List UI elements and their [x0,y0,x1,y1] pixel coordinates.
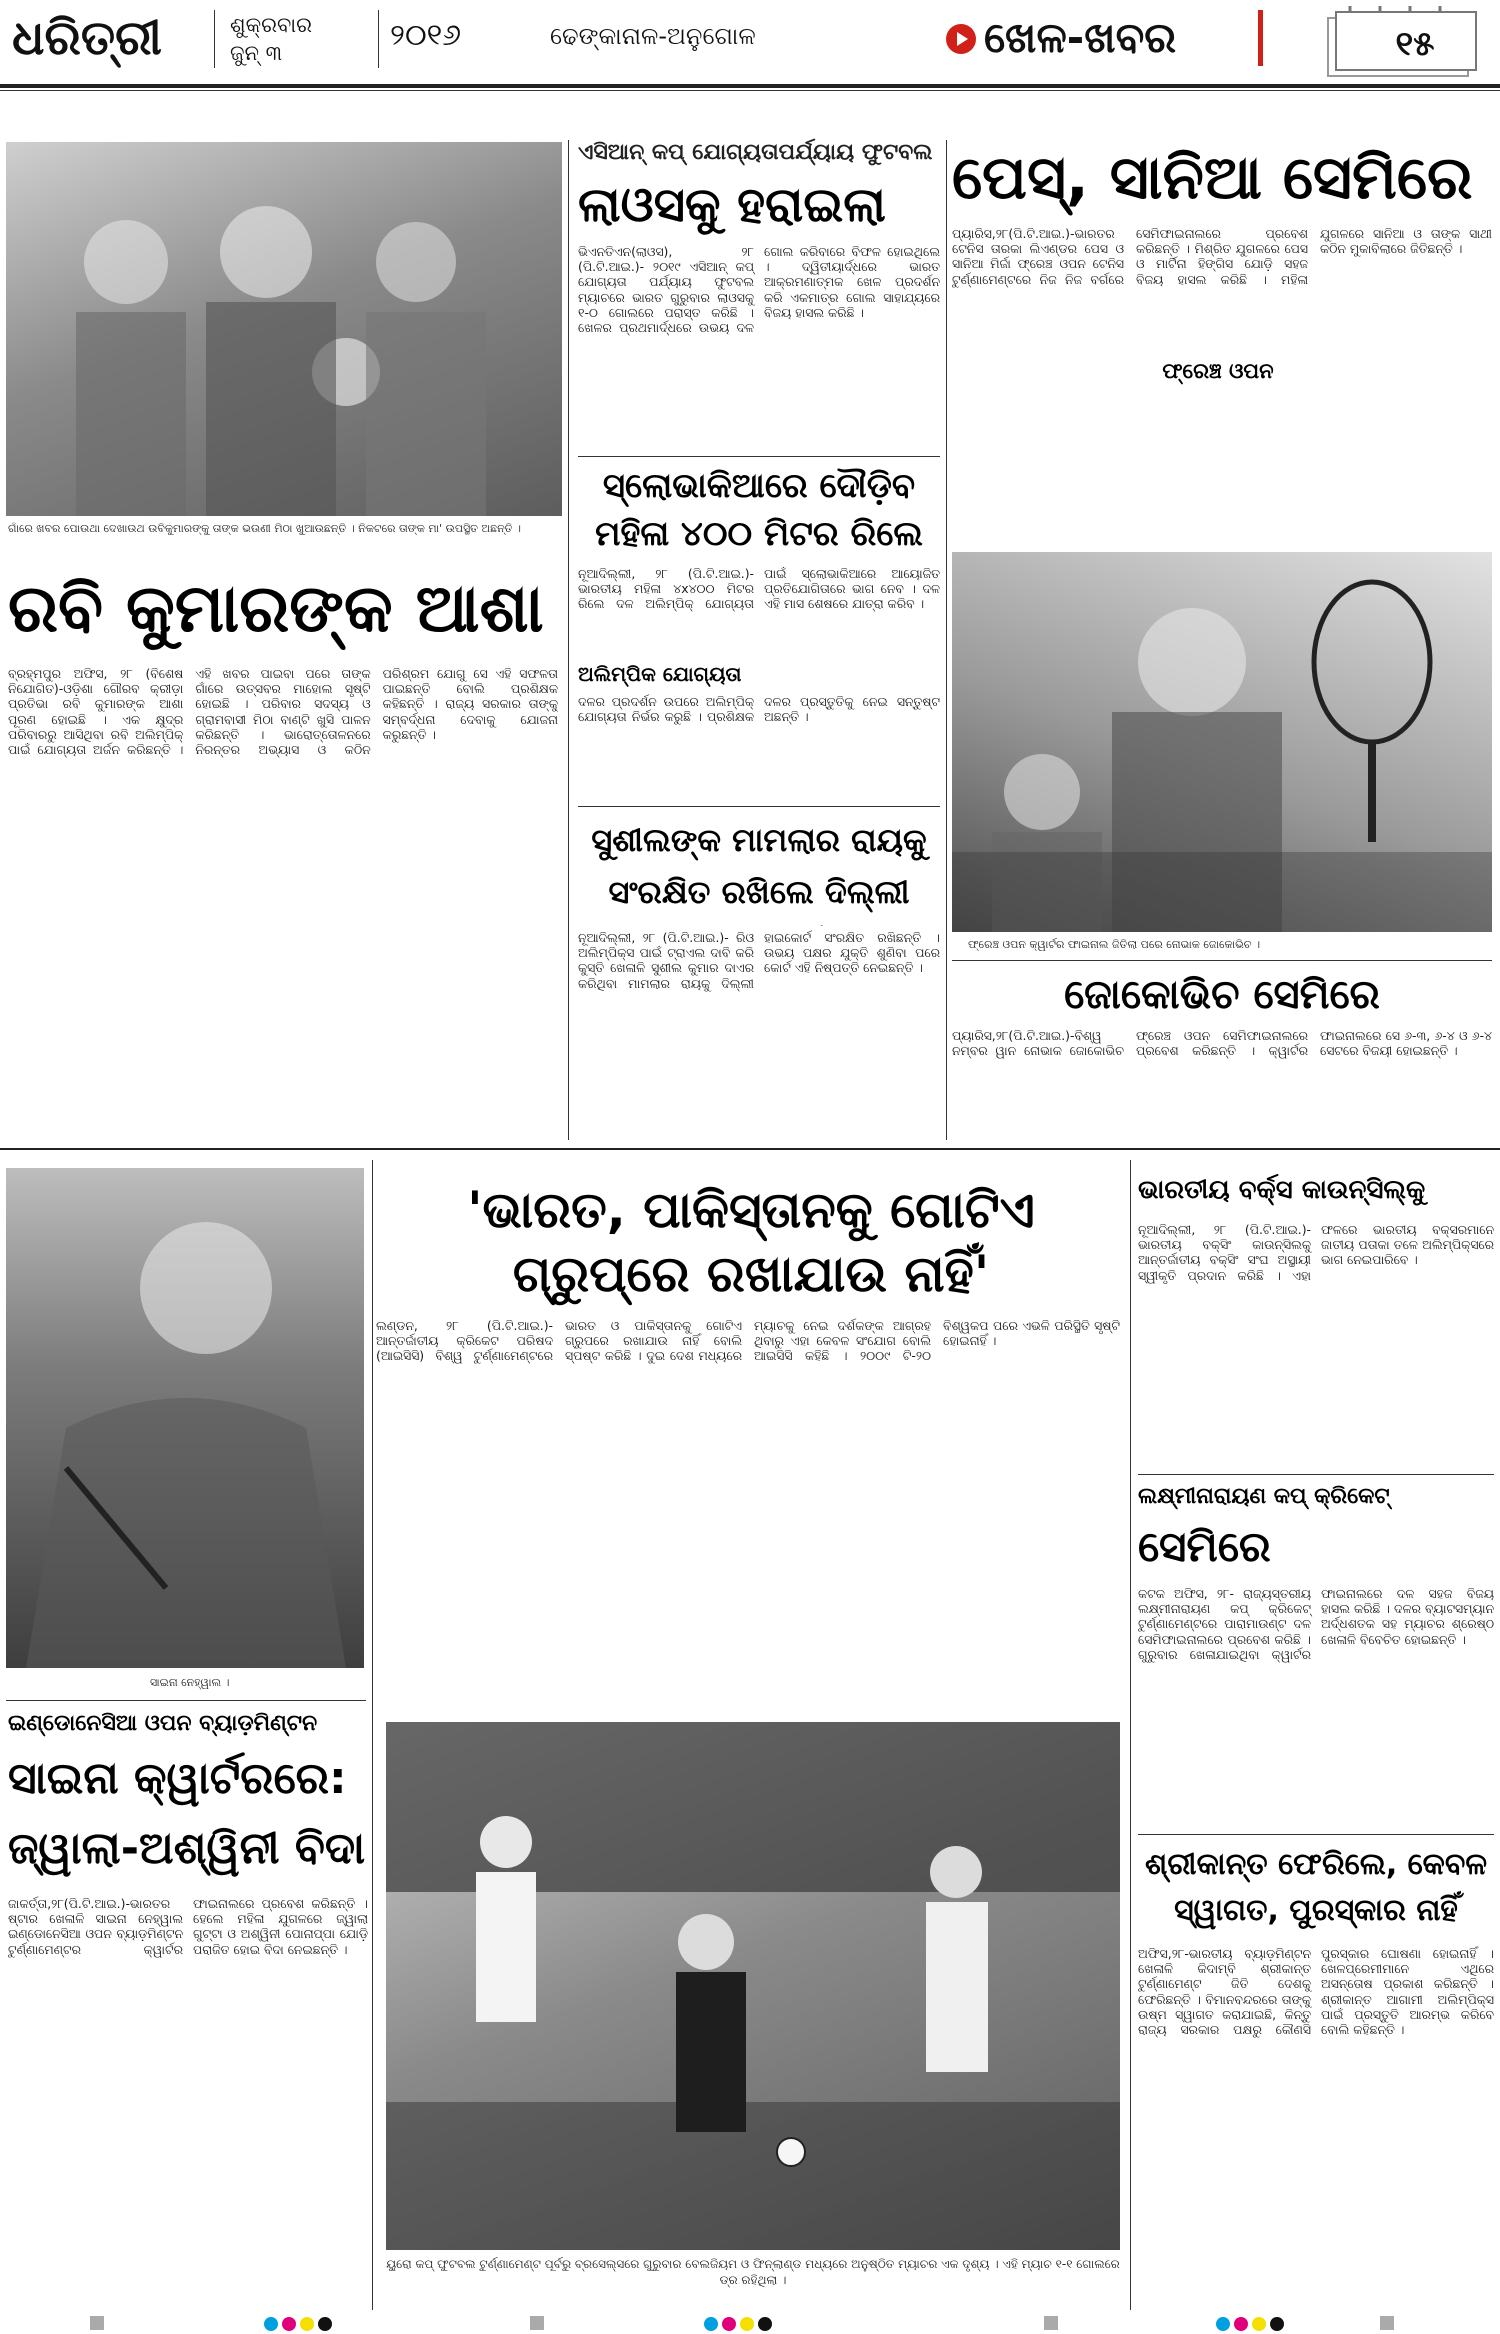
family-photo [6,142,562,516]
djokovic-headline: ଜୋକୋଭିଚ ସେମିରେ [1064,972,1380,1018]
masthead-edition: ଢେଙ୍କାନାଳ-ଅନୁଗୋଳ [550,22,756,50]
section-title: ଖେଳ-ଖବର [984,13,1177,62]
football-body: ଭିଏନତିଏନ(ଲାଓସ), ୨୮ (ପି.ଟି.ଆଇ.)- ୨୦୧୯ ଏସିଆନ୍ କପ୍ ଯୋଗ୍ୟତା ପର୍ଯ୍ୟାୟ ଫୁଟବଲ ମ୍ୟାଚରେ ଭାରତ ଗୁରୁବାର ଲାଓସକୁ ୧-୦ ଗୋଲରେ ପରାସ୍ତ କରିଛି । ଖେଳର ପ୍ରଥମାର୍ଦ୍ଧରେ ଉଭୟ ଦଳ ଗୋଲ କରିବାରେ ବିଫଳ ହୋଇଥିଲେ । ଦ୍ୱିତୀୟାର୍ଦ୍ଧରେ ଭାରତ ଆକ୍ରମଣାତ୍ମକ ଖେଳ ପ୍ରଦର୍ଶନ କରି ଏକମାତ୍ର ଗୋଲ ସାହାଯ୍ୟରେ ବିଜୟ ହାସଲ କରିଛି । [578,244,940,336]
paramount-headline: ସେମିରେ [1138,1522,1271,1571]
boxing-headline: ଭାରତୀୟ ବର୍କ୍ସ କାଉନ୍ସିଲ୍‌କୁ [1138,1175,1426,1205]
djokovic-photo-caption: ଫ୍ରେଞ୍ଚ ଓପନ କ୍ୱାର୍ଟର ଫାଇନାଲ ଜିତିଲା ପରେ ନୋଭାକ ଜୋକୋଭିଚ । [968,938,1261,951]
soccer-photo-caption: ୟୁରୋ କପ୍ ଫୁଟବଲ ଟୁର୍ଣ୍ଣାମେଣ୍ଟ ପୂର୍ବରୁ ବ୍ରସେଲ୍‌ସରେ ଗୁରୁବାର ବେଲଜିୟମ ଓ ଫିନ୍‌ଲାଣ୍ଡ ମଧ୍ୟରେ ଅନୁଷ୍ଠିତ ମ୍ୟାଚର ଏକ ଦୃଶ୍ୟ । ଏହି ମ୍ୟାଚ ୧-୧ ଗୋଲରେ ଡ୍ର ରହିଥିଲା । [386,2257,1120,2287]
sushil-headline: ସୁଶୀଲଙ୍କ ମାମଲାର ରାୟକୁ ସଂରକ୍ଷିତ ରଖିଲେ ଦିଲ୍ଲୀ [591,821,927,911]
masthead-day: ଶୁକ୍ରବାର [230,13,313,37]
srikanth-headline: ଶ୍ରୀକାନ୍ତ ଫେରିଲେ, କେବଳ ସ୍ୱାଗତ, ପୁରସ୍କାର ନାହିଁ [1145,1847,1487,1928]
sushil-body: ନୂଆଦିଲ୍ଲୀ, ୨୮ (ପି.ଟି.ଆଇ.)- ରିଓ ଅଲିମ୍ପିକ୍ସ ପାଇଁ ଟ୍ରାଏଲ ଦାବି କରି କୁସ୍ତି ଖେଳାଳି ସୁଶୀଲ କୁମାର ଦାଏର କରିଥିବା ମାମଲାର ରାୟକୁ ଦିଲ୍ଲୀ ହାଇକୋର୍ଟ ସଂରକ୍ଷିତ ରଖିଛନ୍ତି । ଉଭୟ ପକ୍ଷର ଯୁକ୍ତି ଶୁଣିବା ପରେ କୋର୍ଟ ଏହି ନିଷ୍ପତ୍ତି ନେଇଛନ୍ତି । [578,930,940,991]
color-marks [262,2316,334,2334]
ravi-kumar-headline: ରବି କୁମାରଙ୍କ ଆଶା [8,570,544,647]
relay-body2: ଦଳର ପ୍ରଦର୍ଶନ ଉପରେ ଅଲିମ୍ପିକ୍ ଯୋଗ୍ୟତା ନିର୍ଭର କରୁଛି । ପ୍ରଶିକ୍ଷକ ଦଳର ପ୍ରସ୍ତୁତିକୁ ନେଇ ସନ୍ତୁଷ୍ଟ ଅଛନ୍ତି । [578,694,940,725]
relay-subhead: ଅଲିମ୍ପିକ ଯୋଗ୍ୟତା [578,660,754,688]
masthead-year: ୨୦୧୬ [390,18,462,53]
djokovic-photo [952,552,1492,932]
paes-subhead: ଫ୍ରେଞ୍ଚ ଓପନ [1130,356,1306,386]
masthead-date: ଜୁନ୍ ୩ [230,41,283,65]
play-icon [946,24,976,54]
section-accent-bar [1258,10,1263,66]
ravi-kumar-body: ବ୍ରହ୍ମପୁର ଅଫିସ, ୨୮ (ବିଶେଷ ନିଯୋଗିତ)-ଓଡ଼ିଶା ଗୌରବ କ୍ରୀଡ଼ା ପ୍ରତିଭା ରବି କୁମାରଙ୍କ ଆଶା ପୂରଣ ହୋଇଛି । ଏକ କ୍ଷୁଦ୍ର ପରିବାରରୁ ଆସିଥିବା ରବି ଅଲିମ୍ପିକ୍ ପାଇଁ ଯୋଗ୍ୟତା ଅର୍ଜନ କରିଛନ୍ତି । ଏହି ଖବର ପାଇବା ପରେ ତାଙ୍କ ଗାଁରେ ଉତ୍ସବର ମାହୋଲ ସୃଷ୍ଟି ହୋଇଛି । ପରିବାର ସଦସ୍ୟ ଓ ଗ୍ରାମବାସୀ ମିଠା ବାଣ୍ଟି ଖୁସି ପାଳନ କରିଛନ୍ତି । ଭାରୋତ୍ତୋଳନରେ ନିରନ୍ତର ଅଭ୍ୟାସ ଓ କଠିନ ପରିଶ୍ରମ ଯୋଗୁ ସେ ଏହି ସଫଳତା ପାଇଛନ୍ତି ବୋଲି ପ୍ରଶିକ୍ଷକ କହିଛନ୍ତି । ରାଜ୍ୟ ସରକାର ତାଙ୍କୁ ସମ୍ବର୍ଦ୍ଧନା ଦେବାକୁ ଯୋଜନା କରୁଛନ୍ତି । [8,666,558,758]
page-number: ୧୫ [1395,24,1435,64]
soccer-photo [386,1722,1120,2250]
paramount-kicker: ଲକ୍ଷ୍ମୀନାରାୟଣ କପ୍ କ୍ରିକେଟ୍ [1138,1484,1390,1509]
saina-headline: ସାଇନା କ୍ୱାର୍ଟରରେ: ଜ୍ୱାଲା-ଅଶ୍ୱିନୀ ବିଦା [8,1753,366,1874]
paes-headline: ପେସ୍, ସାନିଆ ସେମିରେ [952,143,1473,213]
family-photo-caption: ଗାଁରେ ଖବର ପୋଉଥା ଦେଖାଉଥ ଉବିକୁମାରଙ୍କୁ ତାଙ୍କ ଭଉଣୀ ମିଠା ଖୁଆଉଛନ୍ତି । ନିକଟରେ ତାଙ୍କ ମା' ଉପସ୍ଥିତ ଅଛନ୍ତି । [8,522,521,535]
saina-photo [6,1168,364,1668]
masthead-logo: ଧରିତ୍ରୀ [12,10,162,66]
djokovic-body: ପ୍ୟାରିସ,୨୮(ପି.ଟି.ଆଇ.)-ବିଶ୍ୱ ନମ୍ବର ୱାନ ନୋଭାକ ଜୋକୋଭିଚ ଫ୍ରେଞ୍ଚ ଓପନ ସେମିଫାଇନାଲରେ ପ୍ରବେଶ କରିଛନ୍ତି । କ୍ୱାର୍ଟର ଫାଇନାଲରେ ସେ ୬-୩, ୬-୪ ଓ ୬-୪ ସେଟରେ ବିଜୟୀ ହୋଇଛନ୍ତି । [952,1028,1492,1059]
print-registration-marks [0,2312,1500,2334]
srikanth-body: ଅଫିସ,୨୮-ଭାରତୀୟ ବ୍ୟାଡ଼ମିଣ୍ଟନ ଖେଳାଳି କିଦାମ୍ବି ଶ୍ରୀକାନ୍ତ ଟୁର୍ଣ୍ଣାମେଣ୍ଟ ଜିତି ଦେଶକୁ ଫେରିଛନ୍ତି । ବିମାନବନ୍ଦରରେ ତାଙ୍କୁ ଉଷ୍ମ ସ୍ୱାଗତ କରାଯାଇଛି, କିନ୍ତୁ ରାଜ୍ୟ ସରକାର ପକ୍ଷରୁ କୌଣସି ପୁରସ୍କାର ଘୋଷଣା ହୋଇନାହିଁ । ଖେଳପ୍ରେମୀମାନେ ଏଥିରେ ଅସନ୍ତୋଷ ପ୍ରକାଶ କରିଛନ୍ତି । ଶ୍ରୀକାନ୍ତ ଆଗାମୀ ଅଲିମ୍ପିକ୍ସ ପାଇଁ ପ୍ରସ୍ତୁତି ଆରମ୍ଭ କରିବେ ବୋଲି କହିଛନ୍ତି । [1138,1946,1494,2038]
masthead [0,0,1500,92]
paramount-body: କଟକ ଅଫିସ, ୨୮- ରାଜ୍ୟସ୍ତରୀୟ ଲକ୍ଷ୍ମୀନାରାୟଣ କପ୍ କ୍ରିକେଟ୍ ଟୁର୍ଣ୍ଣାମେଣ୍ଟରେ ପାରାମାଉଣ୍ଟ ଦଳ ସେମିଫାଇନାଲରେ ପ୍ରବେଶ କରିଛି । ଗୁରୁବାର ଖେଳାଯାଇଥିବା କ୍ୱାର୍ଟର ଫାଇନାଲରେ ଦଳ ସହଜ ବିଜୟ ହାସଲ କରିଛି । ଦଳର ବ୍ୟାଟସମ୍ୟାନ ଅର୍ଦ୍ଧଶତକ ସହ ମ୍ୟାଚର ଶ୍ରେଷ୍ଠ ଖେଳାଳି ବିବେଚିତ ହୋଇଛନ୍ତି । [1138,1586,1494,1662]
paes-body: ପ୍ୟାରିସ,୨୮(ପି.ଟି.ଆଇ.)-ଭାରତର ଟେନିସ ତାରକା ଲିଏଣ୍ଡର ପେସ ଓ ସାନିଆ ମିର୍ଜା ଫ୍ରେଞ୍ଚ ଓପନ ଟେନିସ ଟୁର୍ଣ୍ଣାମେଣ୍ଟରେ ନିଜ ନିଜ ବର୍ଗରେ ସେମିଫାଇନାଲରେ ପ୍ରବେଶ କରିଛନ୍ତି । ମିଶ୍ରିତ ଯୁଗଳରେ ପେସ ଓ ମାର୍ଟିନା ହିଙ୍ଗିସ ଯୋଡ଼ି ସହଜ ବିଜୟ ହାସଲ କରିଛି । ମହିଳା ଯୁଗଳରେ ସାନିଆ ଓ ତାଙ୍କ ସାଥୀ କଠିନ ମୁକାବିଲାରେ ଜିତିଛନ୍ତି । [952,226,1492,287]
saina-kicker: ଇଣ୍ଡୋନେସିଆ ଓପନ ବ୍ୟାଡ଼ମିଣ୍ଟନ [8,1711,318,1736]
registration-bar [90,2316,104,2330]
indpak-headline: 'ଭାରତ, ପାକିସ୍ତାନକୁ ଗୋଟିଏ ଗ୍ରୁପ୍‌ରେ ରଖାଯାଉ ନାହିଁ' [467,1181,1035,1303]
indpak-body: ଲଣ୍ଡନ, ୨୮ (ପି.ଟି.ଆଇ.)- ଆନ୍ତର୍ଜାତୀୟ କ୍ରିକେଟ ପରିଷଦ (ଆଇସିସି) ବିଶ୍ୱ ଟୁର୍ଣ୍ଣାମେଣ୍ଟରେ ଭାରତ ଓ ପାକିସ୍ତାନକୁ ଗୋଟିଏ ଗ୍ରୁପରେ ରଖାଯାଉ ନାହିଁ ବୋଲି ସ୍ପଷ୍ଟ କରିଛି । ଦୁଇ ଦେଶ ମଧ୍ୟରେ ମ୍ୟାଚକୁ ନେଇ ଦର୍ଶକଙ୍କ ଆଗ୍ରହ ଥିବାରୁ ଏହା କେବଳ ସଂଯୋଗ ବୋଲି ଆଇସିସି କହିଛି । ୨୦୦୯ ଟି-୨୦ ବିଶ୍ୱକପ ପରେ ଏଭଳି ପରିସ୍ଥିତି ସୃଷ୍ଟି ହୋଇନାହିଁ । [376,1318,1120,1364]
relay-body: ନୂଆଦିଲ୍ଲୀ, ୨୮ (ପି.ଟି.ଆଇ.)- ଭାରତୀୟ ମହିଳା ୪x୪୦୦ ମିଟର ରିଲେ ଦଳ ଅଲିମ୍ପିକ୍ ଯୋଗ୍ୟତା ପାଇଁ ସ୍ଲୋଭାକିଆରେ ଆୟୋଜିତ ପ୍ରତିଯୋଗିତାରେ ଭାଗ ନେବ । ଦଳ ଏହି ମାସ ଶେଷରେ ଯାତ୍ରା କରିବ । [578,566,940,612]
boxing-body: ନୂଆଦିଲ୍ଲୀ, ୨୮ (ପି.ଟି.ଆଇ.)- ଭାରତୀୟ ବକ୍ସିଂ କାଉନ୍ସିଲକୁ ଆନ୍ତର୍ଜାତୀୟ ବକ୍ସିଂ ସଂଘ ଅସ୍ଥାୟୀ ସ୍ୱୀକୃତି ପ୍ରଦାନ କରିଛି । ଏହା ଫଳରେ ଭାରତୀୟ ବକ୍ସରମାନେ ଜାତୀୟ ପତାକା ତଳେ ଅଲିମ୍ପିକ୍ସରେ ଭାଗ ନେଇପାରିବେ । [1138,1222,1494,1283]
football-kicker: ଏସିଆନ୍ କପ୍ ଯୋଗ୍ୟତାପର୍ଯ୍ୟାୟ ଫୁଟବଲ [578,140,933,165]
saina-photo-caption: ସାଇନା ନେହ୍ୱାଲ । [150,1676,230,1689]
saina-body: ଜାକର୍ତ୍ତା,୨୮(ପି.ଟି.ଆଇ.)-ଭାରତର ଷ୍ଟାର ଖେଳାଳି ସାଇନା ନେହ୍ୱାଲ ଇଣ୍ଡୋନେସିଆ ଓପନ ବ୍ୟାଡ଼ମିଣ୍ଟନ ଟୁର୍ଣ୍ଣାମେଣ୍ଟର କ୍ୱାର୍ଟର ଫାଇନାଲରେ ପ୍ରବେଶ କରିଛନ୍ତି । ହେଲେ ମହିଳା ଯୁଗଳରେ ଜ୍ୱାଲା ଗୁଟ୍ଟା ଓ ଅଶ୍ୱିନୀ ପୋନାପ୍ପା ଯୋଡ଼ି ପରାଜିତ ହୋଇ ବିଦା ନେଇଛନ୍ତି । [8,1896,368,1957]
relay-headline: ସ୍ଲୋଭାକିଆରେ ଦୌଡ଼ିବ ମହିଳା ୪୦୦ ମିଟର ରିଲେ [595,466,923,554]
football-headline: ଲାଓସକୁ ହରାଇଲା [578,177,886,233]
